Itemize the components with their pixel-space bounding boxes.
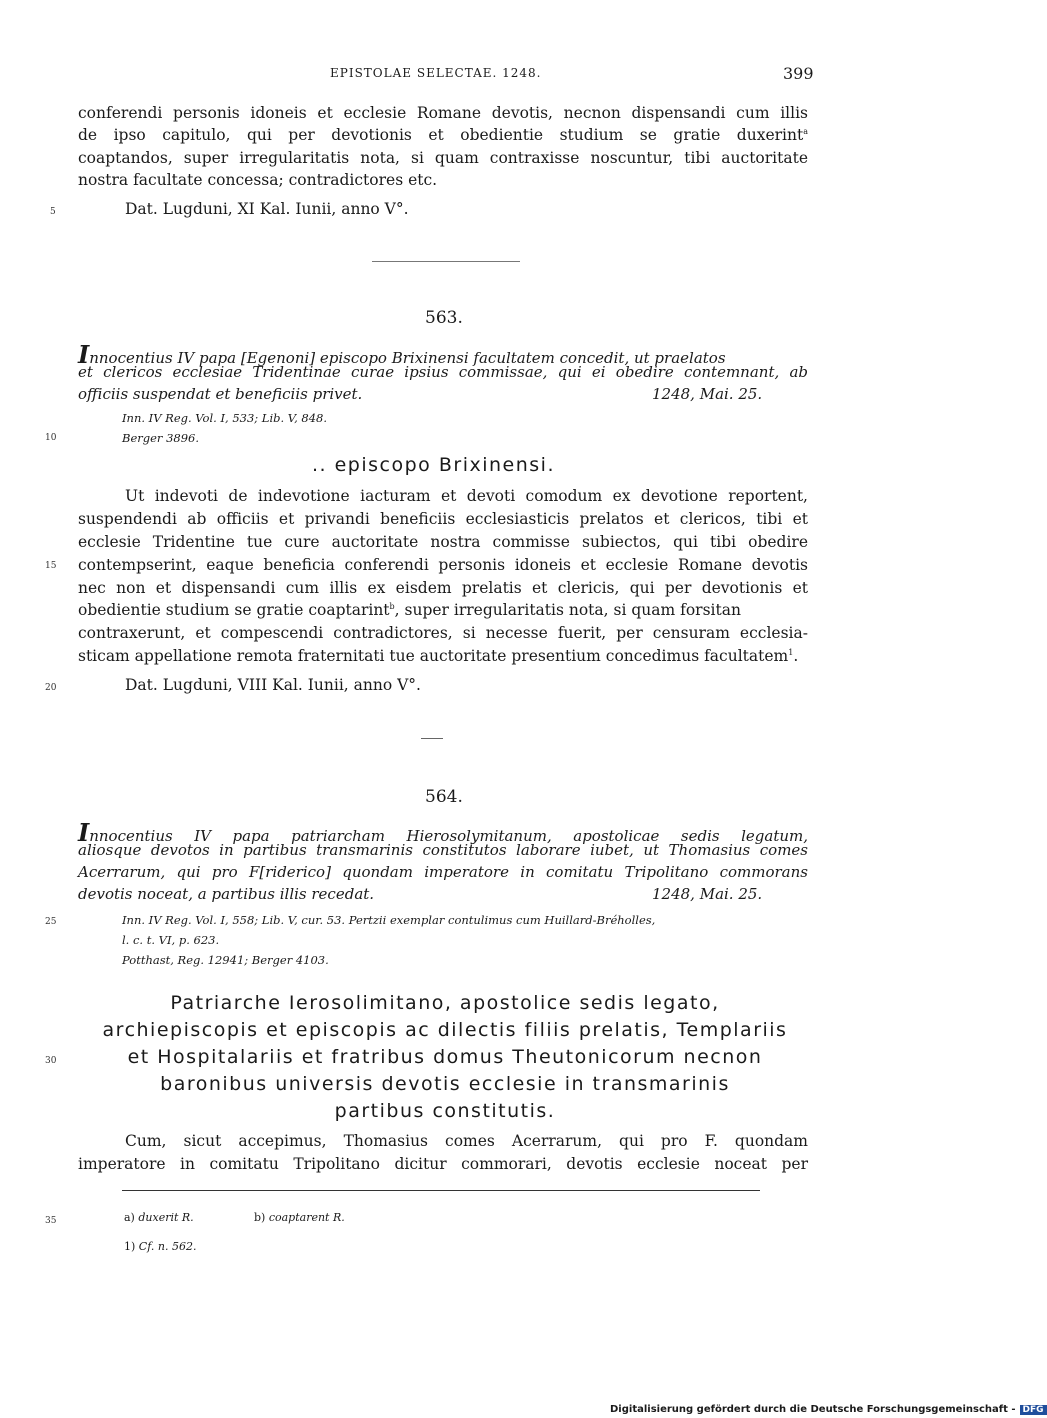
page-number: 399 (783, 64, 814, 83)
dat-line: Dat. Lugduni, XI Kal. Iunii, anno V°. (125, 200, 409, 218)
text-line: de ipso capitulo, qui per devotionis et obedientie studium se gratie duxerint$^a$ (78, 126, 808, 144)
summary-line: Acerrarum, qui pro F[riderico] quondam imperatore in comitatu Tripolitano commorans (78, 863, 808, 881)
addressee-line: partibus constitutis. (334, 1100, 556, 1122)
section-divider (421, 738, 443, 739)
line-number: 10 (45, 433, 57, 443)
register-reference: Potthast, Reg. 12941; Berger 4103. (122, 953, 329, 967)
document-date: 1248, Mai. 25. (652, 385, 763, 403)
summary-line: et clericos ecclesiae Tridentinae curae ipsius commissae, qui ei obedire contemnant, ab (78, 363, 808, 381)
register-reference: l. c. t. VI, p. 623. (122, 933, 220, 947)
addressee-line: et Hospitalariis et fratribus domus Theutonicorum necnon (127, 1046, 763, 1068)
line-number: 15 (45, 561, 57, 571)
summary-line: Innocentius IV papa [Egenoni] episcopo Brixinensi facultatem concedit, ut praelatos (78, 340, 726, 369)
running-title: EPISTOLAE SELECTAE. 1248. (330, 66, 542, 80)
text-line: coaptandos, super irregularitatis nota, si quam contraxisse noscuntur, tibi auctoritate (78, 149, 808, 167)
text-line: contraxerunt, et compescendi contradictores, si necesse fuerit, per censuram ecclesia- (78, 624, 808, 642)
footnote-1: 1) Cf. n. 562. (124, 1240, 197, 1253)
addressee-line: baronibus universis devotis ecclesie in transmarinis (160, 1073, 730, 1095)
text-line: nec non et dispensandi cum illis ex eisdem prelatis et clericis, qui per devotionis et (78, 579, 808, 597)
summary-line: aliosque devotos in partibus transmarinis constitutos laborare iubet, ut Thomasius comes (78, 841, 808, 859)
text-line: ecclesie Tridentine tue cure auctoritate nostra commisse subiectos, qui tibi obedire (78, 533, 808, 551)
document-number: 564. (425, 787, 463, 807)
text-line: Cum, sicut accepimus, Thomasius comes Acerrarum, qui pro F. quondam (125, 1132, 808, 1150)
line-number: 5 (50, 207, 56, 217)
register-reference: Inn. IV Reg. Vol. I, 558; Lib. V, cur. 53. Pertzii exemplar contulimus cum Huillard-Bréholles, (122, 913, 656, 927)
line-number: 20 (45, 683, 57, 693)
dfg-credit: Digitalisierung gefördert durch die Deutsche Forschungsgemeinschaft - DFG (610, 1404, 1047, 1415)
dfg-logo: DFG (1020, 1405, 1047, 1415)
text-line: suspendendi ab officiis et privandi beneficiis ecclesiasticis prelatos et clericos, tibi et (78, 510, 808, 528)
footnote-a: a) duxerit R. (124, 1211, 194, 1224)
document-number: 563. (425, 308, 463, 328)
line-number: 30 (45, 1056, 57, 1066)
text-line: sticam appellatione remota fraternitati tue auctoritate presentium concedimus facultatem$^1$. (78, 647, 799, 665)
text-line: obedientie studium se gratie coaptarint$^b$, super irregularitatis nota, si quam forsitan (78, 601, 741, 619)
summary-line: officiis suspendat et beneficiis privet. (78, 385, 363, 403)
text-line: contempserint, eaque beneficia conferendi personis idoneis et ecclesie Romane devotis (78, 556, 808, 574)
addressee-line: Patriarche Ierosolimitano, apostolice sedis legato, (170, 992, 720, 1014)
text-line: Ut indevoti de indevotione iacturam et devoti comodum ex devotione reportent, (125, 487, 808, 505)
line-number: 35 (45, 1216, 57, 1226)
text-line: nostra facultate concessa; contradictores etc. (78, 171, 438, 189)
summary-line: devotis noceat, a partibus illis recedat. (78, 885, 375, 903)
addressee: .. episcopo Brixinensi. (312, 454, 555, 476)
register-reference: Inn. IV Reg. Vol. I, 533; Lib. V, 848. (122, 411, 328, 425)
text-line: imperatore in comitatu Tripolitano dicitur commorari, devotis ecclesie noceat per (78, 1155, 808, 1173)
line-number: 25 (45, 917, 57, 927)
addressee-line: archiepiscopis et episcopis ac dilectis filiis prelatis, Templariis (102, 1019, 788, 1041)
summary-line: Innocentius IV papa patriarcham Hierosolymitanum, apostolicae sedis legatum, (78, 818, 808, 847)
footnote-b: b) coaptarent R. (254, 1211, 345, 1224)
section-divider (372, 261, 520, 262)
footnote-rule (122, 1190, 760, 1191)
dat-line: Dat. Lugduni, VIII Kal. Iunii, anno V°. (125, 676, 421, 694)
text-line: conferendi personis idoneis et ecclesie Romane devotis, necnon dispensandi cum illis (78, 104, 808, 122)
document-date: 1248, Mai. 25. (652, 885, 763, 903)
register-reference: Berger 3896. (122, 431, 199, 445)
